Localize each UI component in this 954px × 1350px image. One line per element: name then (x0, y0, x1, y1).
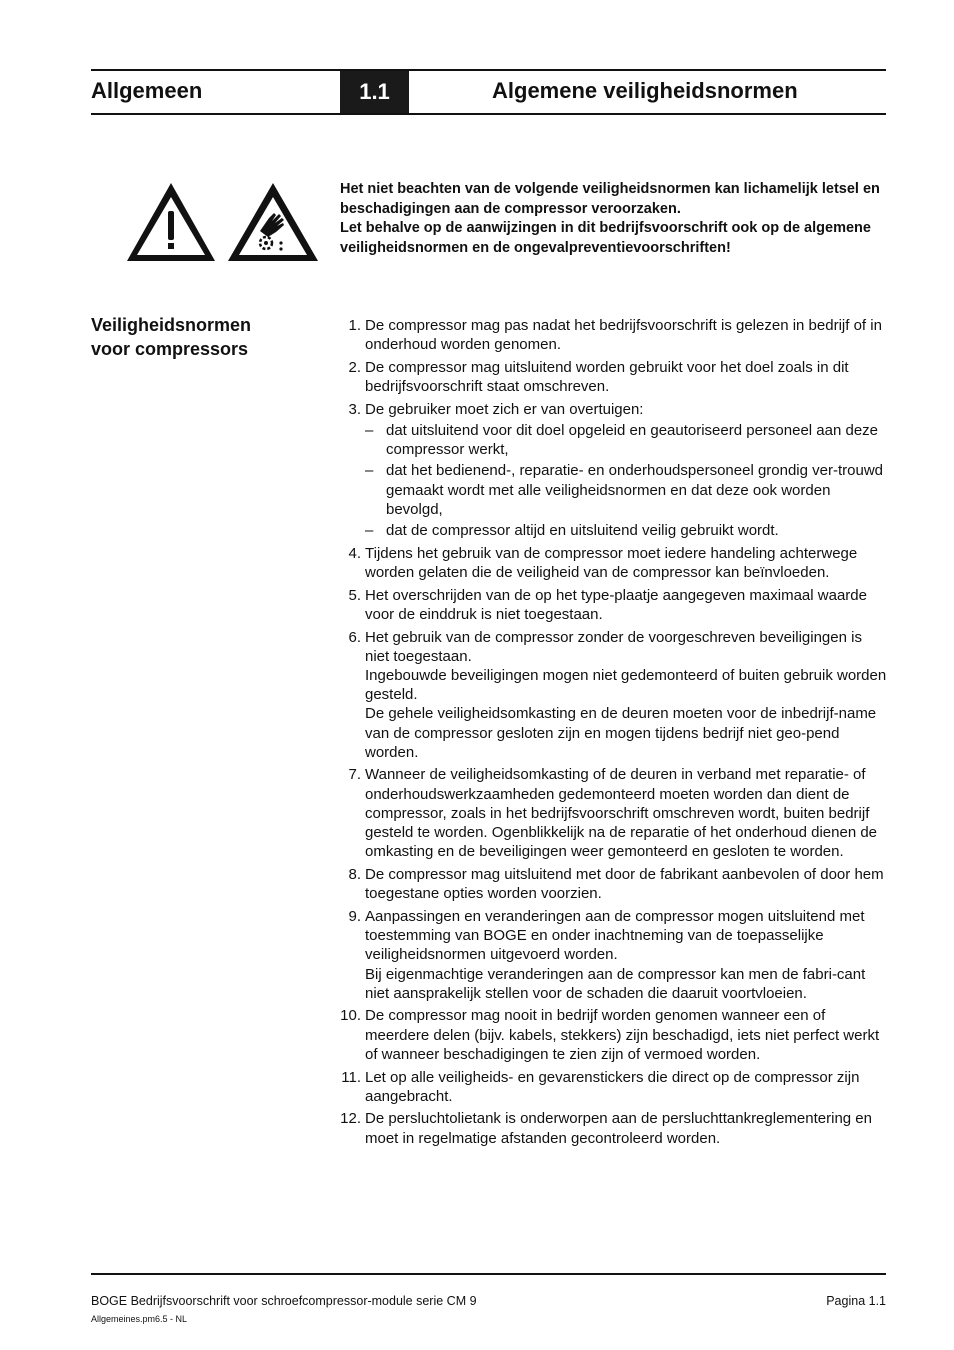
item-text: Wanneer de veiligheidsomkasting of de deuren in verband met reparatie- of onderhoudswerkzaamheden gedemonteerd moeten worden dan dient de compressor, zoals in het bedrijfsvoorschrift omschreven wordt, buiten bedrijf gesteld te worden. Ogenblikkelijk na de reparatie of het onderhoud dienen de omkasting en de beveiligingen weer gemonteerd en gesloten te worden. (365, 766, 878, 861)
item-number: 1. (348, 317, 361, 334)
item-text: De compressor mag uitsluitend met door de fabrikant aanbevolen of door hem toegestane opties worden voorzien. (365, 865, 884, 903)
sub-item-text: dat het bedienend-, reparatie- en onderhoudspersoneel grondig ver-trouwd gemaakt wordt met alle veiligheidsnormen en dat deze ook worden bevolgd, (386, 462, 883, 518)
item-text-continued: De gehele veiligheidsomkasting en de deuren moeten voor de inbedrijf-name van de compressor gesloten zijn en mogen tijdens bedrijf niet geo-pend worden. (365, 705, 877, 761)
item-text: Het overschrijden van de op het type-plaatje aangegeven maximaal waarde voor de einddruk is niet toegestaan. (365, 586, 867, 623)
side-heading (91, 313, 321, 361)
item-text: Tijdens het gebruik van de compressor moet iedere handeling achterwege worden gelaten die de veiligheid van de compressor kan beïnvloeden. (365, 544, 858, 581)
item-text: De gebruiker moet zich er van overtuigen: (365, 400, 644, 418)
list-item (340, 358, 890, 396)
warning-exclamation-icon (127, 183, 215, 261)
item-number: 2. (348, 358, 361, 376)
item-text: Let op alle veiligheids- en gevarenstickers die direct op de compressor zijn aangebracht. (365, 1068, 860, 1105)
item-number: 12. (340, 1110, 361, 1128)
warning-icons (126, 180, 320, 264)
dash-bullet: – (365, 422, 374, 440)
list-item (340, 544, 890, 582)
intro-instruction-text: Let behalve op de aanwijzingen in dit bedrijfsvoorschrift ook op de algemene veiligheidsnormen en de ongevalpreventievoorschriften! (340, 220, 871, 256)
sub-item (365, 421, 890, 459)
list-item (340, 865, 890, 903)
item-number: 9. (348, 907, 361, 925)
section-title: Algemene veiligheidsnormen (492, 78, 798, 103)
sub-item-text: dat uitsluitend voor dit doel opgeleid en geautoriseerd personeel aan deze compressor werkt, (386, 422, 879, 459)
side-heading-line2: voor compressors (91, 339, 249, 359)
header-top-rule (91, 69, 886, 71)
item-number: 10. (340, 1007, 361, 1025)
item-number: 4. (348, 544, 361, 562)
list-item (340, 628, 890, 762)
item-number: 8. (348, 865, 361, 883)
item-text: De persluchtolietank is onderworpen aan de persluchttankreglementering en moet in regelmatige afstanden gecontroleerd worden. (365, 1110, 872, 1147)
list-item (340, 1109, 890, 1147)
dash-bullet: – (365, 462, 374, 480)
safety-rules-list (340, 316, 890, 1151)
item-number: 3. (348, 400, 361, 418)
item-text: Aanpassingen en veranderingen aan de compressor mogen uitsluitend met toestemming van BOGE en onder inachtneming van de toepasselijke veiligheidsnormen uitgevoerd worden. (365, 907, 865, 964)
list-item (340, 1068, 890, 1106)
item-text: De compressor mag pas nadat het bedrijfsvoorschrift is gelezen in bedrijf of in onderhoud worden genomen. (365, 317, 882, 354)
item-number: 11. (341, 1068, 361, 1086)
item-number: 5. (348, 586, 361, 604)
intro-warning-text: Het niet beachten van de volgende veiligheidsnormen kan lichamelijk letsel en beschadigingen aan de compressor veroorzaken. (340, 181, 880, 217)
item-text: De compressor mag nooit in bedrijf worden genomen wanneer een of meerdere delen (bijv. kabels, stekkers) zijn beschadigd, iets niet perfect werkt of wanneer beschadigingen te zien zijn of vermoed worden. (365, 1007, 880, 1063)
item-number: 6. (348, 628, 361, 646)
sub-item-text: dat de compressor altijd en uitsluitend veilig gebruikt wordt. (386, 522, 779, 540)
dash-bullet: – (365, 522, 374, 540)
safety-intro (340, 180, 890, 258)
item-text-continued: Bij eigenmachtige veranderingen aan de compressor kan men de fabri-cant niet aansprakelijk stellen voor de schaden die daaruit voortvloeien. (365, 965, 866, 1002)
footer-document-title: BOGE Bedrijfsvoorschrift voor schroefcompressor-module serie CM 9 (91, 1294, 477, 1308)
list-item (340, 907, 890, 1003)
item-number: 7. (348, 766, 361, 784)
list-item (340, 586, 890, 624)
item-text: De compressor mag uitsluitend worden gebruikt voor het doel zoals in dit bedrijfsvoorschrift staat omschreven. (365, 358, 849, 396)
hand-crush-hazard-icon (228, 183, 318, 261)
list-item (340, 400, 890, 540)
item-text-continued: Ingebouwde beveiligingen mogen niet gedemonteerd of buiten gebruik worden gesteld. (365, 666, 887, 704)
sub-item (365, 461, 890, 519)
footer-file-name: Allgemeines.pm6.5 - NL (91, 1314, 188, 1324)
list-item (340, 316, 890, 354)
footer-page-number: Pagina 1.1 (826, 1294, 886, 1308)
item-text: Het gebruik van de compressor zonder de voorgeschreven beveiligingen is niet toegestaan. (365, 628, 862, 665)
footer-rule (91, 1273, 886, 1275)
section-number: 1.1 (340, 71, 409, 113)
chapter-title: Allgemeen (91, 78, 203, 103)
side-heading-line1: Veiligheidsnormen (91, 315, 252, 335)
list-item (340, 765, 890, 861)
list-item (340, 1006, 890, 1064)
header-bottom-rule (91, 113, 886, 115)
sub-item (365, 521, 890, 540)
